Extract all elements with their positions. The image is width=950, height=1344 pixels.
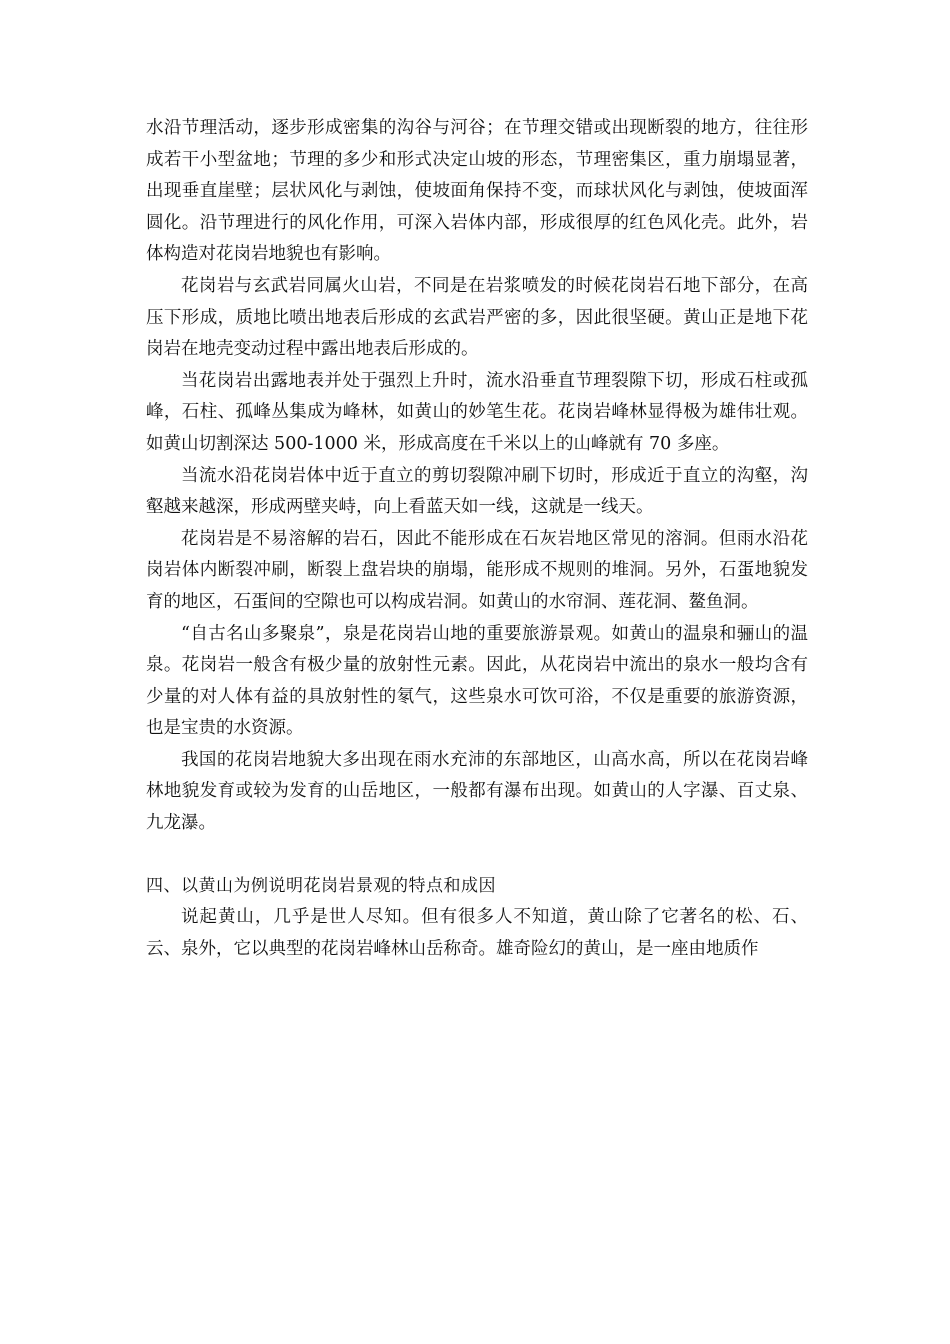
paragraph-8: 说起黄山，几乎是世人尽知。但有很多人不知道，黄山除了它著名的松、石、云、泉外，它以典型的花岗岩峰林山岳称奇。雄奇险幻的黄山，是一座由地质作 [146, 907, 808, 959]
section-heading: 四、以黄山为例说明花岗岩景观的特点和成因 [146, 875, 496, 896]
paragraph-4: 当流水沿花岗岩体中近于直立的剪切裂隙冲刷下切时，形成近于直立的沟壑，沟壑越来越深，形成两壁夹峙，向上看蓝天如一线，这就是一线天。 [146, 465, 808, 518]
paragraph-6: “自古名山多聚泉”，泉是花岗岩山地的重要旅游景观。如黄山的温泉和骊山的温泉。花岗岩一般含有极少量的放射性元素。因此，从花岗岩中流出的泉水一般均含有少量的对人体有益的具放射性的氡气，这些泉水可饮可浴，不仅是重要的旅游资源，也是宝贵的水资源。 [146, 623, 808, 739]
paragraph-5: 花岗岩是不易溶解的岩石，因此不能形成在石灰岩地区常见的溶洞。但雨水沿花岗岩体内断裂冲刷，断裂上盘岩块的崩塌，能形成不规则的堆洞。另外，石蛋地貌发育的地区，石蛋间的空隙也可以构成岩洞。如黄山的水帘洞、莲花洞、鳌鱼洞。 [146, 528, 808, 612]
paragraph-1: 水沿节理活动，逐步形成密集的沟谷与河谷；在节理交错或出现断裂的地方，往往形成若干小型盆地；节理的多少和形式决定山坡的形态，节理密集区，重力崩塌显著，出现垂直崖壁；层状风化与剥蚀，使坡面角保持不变，而球状风化与剥蚀，使坡面浑圆化。沿节理进行的风化作用，可深入岩体内部，形成很厚的红色风化壳。此外，岩体构造对花岗岩地貌也有影响。 [146, 118, 808, 265]
body-text [146, 113, 808, 965]
paragraph-7: 我国的花岗岩地貌大多出现在雨水充沛的东部地区，山高水高，所以在花岗岩峰林地貌发育或较为发育的山岳地区，一般都有瀑布出现。如黄山的人字瀑、百丈泉、九龙瀑。 [146, 749, 808, 834]
paragraph-3: 当花岗岩出露地表并处于强烈上升时，流水沿垂直节理裂隙下切，形成石柱或孤峰，石柱、孤峰丛集成为峰林，如黄山的妙笔生花。花岗岩峰林显得极为雄伟壮观。如黄山切割深达 500-1000 米，形成高度在千米以上的山峰就有 70 多座。 [146, 370, 808, 454]
paragraph-2: 花岗岩与玄武岩同属火山岩，不同是在岩浆喷发的时候花岗岩石地下部分，在高压下形成，质地比喷出地表后形成的玄武岩严密的多，因此很坚硬。黄山正是地下花岗岩在地壳变动过程中露出地表后形成的。 [146, 275, 808, 360]
